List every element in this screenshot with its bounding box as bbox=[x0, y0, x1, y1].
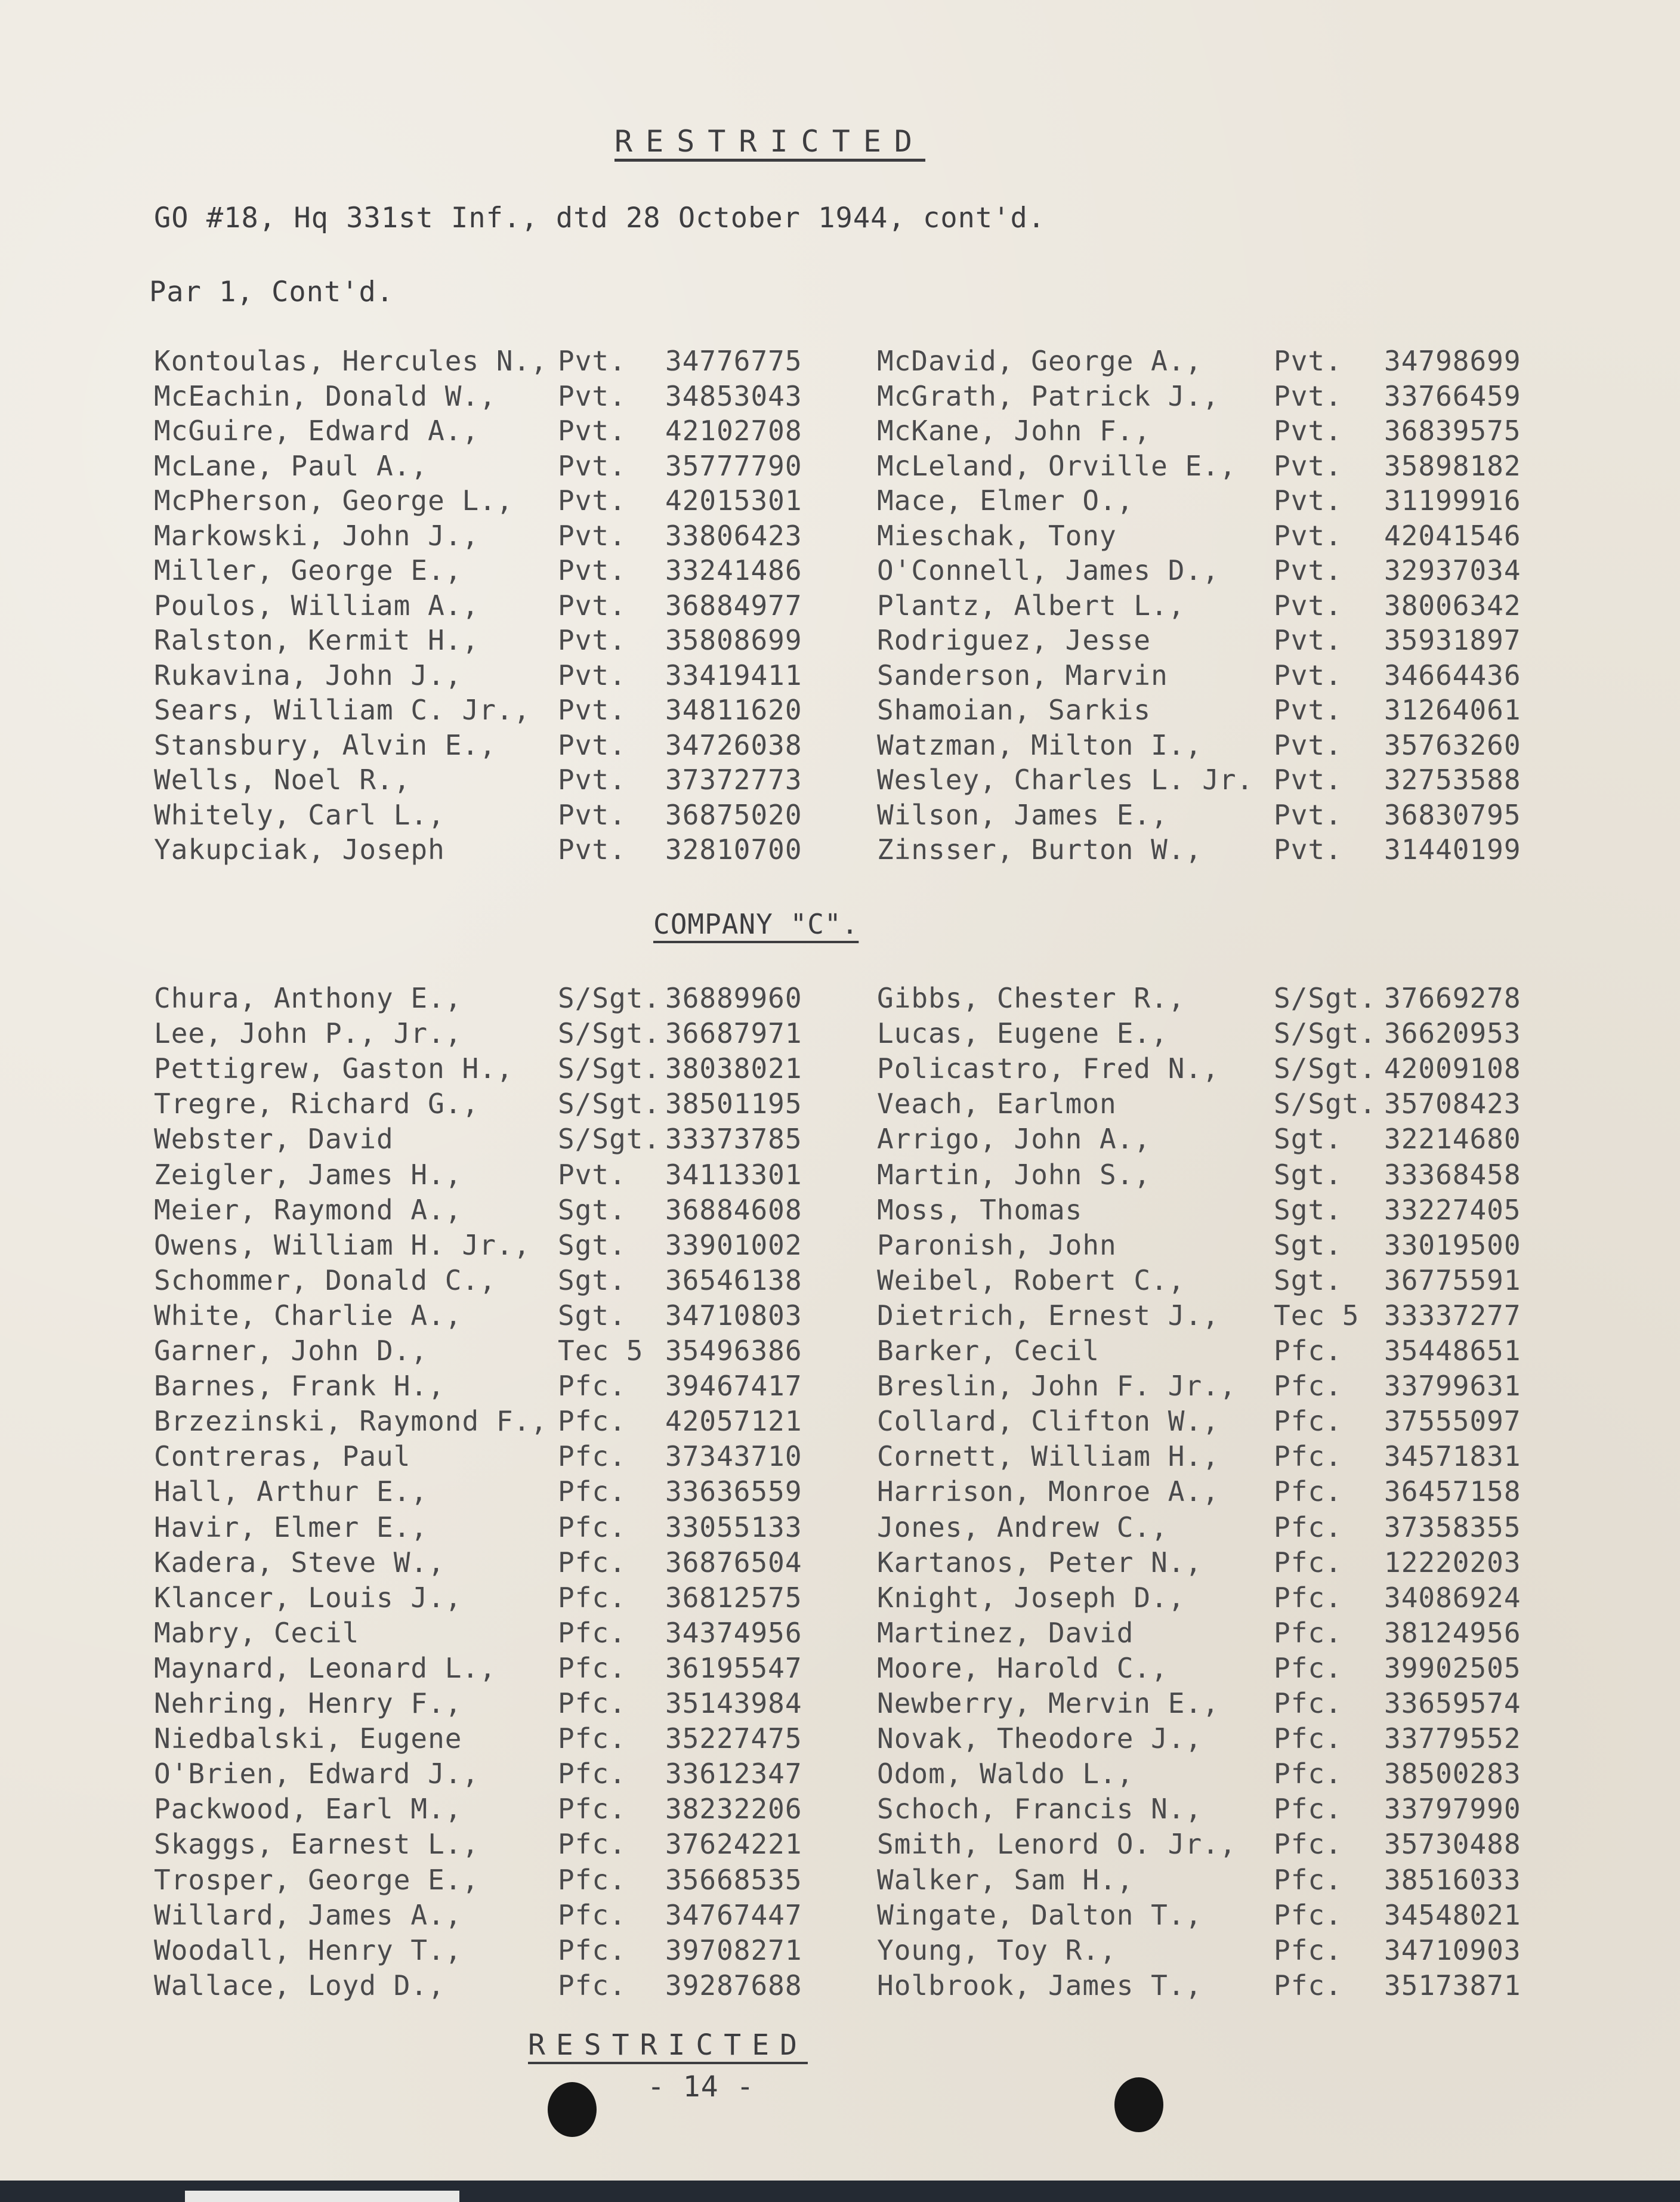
roster-rank-right: Pfc. bbox=[1274, 1793, 1342, 1826]
roster-number-left: 35808699 bbox=[665, 624, 802, 656]
roster-number-right: 35898182 bbox=[1384, 449, 1521, 482]
roster-number-right: 33227405 bbox=[1384, 1193, 1521, 1226]
roster-name-left: Barnes, Frank H., bbox=[154, 1370, 445, 1403]
roster-name-right: O'Connell, James D., bbox=[877, 554, 1219, 586]
roster-name-left: Markowski, John J., bbox=[154, 519, 480, 552]
roster-number-left: 33055133 bbox=[665, 1511, 802, 1543]
roster-rank-right: Pvt. bbox=[1274, 484, 1342, 517]
roster-number-left: 32810700 bbox=[665, 833, 802, 866]
roster-name-left: Ralston, Kermit H., bbox=[154, 624, 480, 656]
roster-number-right: 35931897 bbox=[1384, 624, 1521, 656]
roster-rank-left: Pfc. bbox=[558, 1546, 626, 1579]
roster-name-right: Martin, John S., bbox=[877, 1158, 1151, 1191]
roster-number-left: 34710803 bbox=[665, 1299, 802, 1332]
roster-name-left: Stansbury, Alvin E., bbox=[154, 728, 496, 761]
roster-rank-left: S/Sgt. bbox=[558, 1052, 661, 1085]
roster-name-right: Rodriguez, Jesse bbox=[877, 624, 1151, 656]
roster-rank-right: Pvt. bbox=[1274, 798, 1342, 831]
paragraph-label: Par 1, Cont'd. bbox=[149, 276, 394, 308]
roster-number-right: 32214680 bbox=[1384, 1123, 1521, 1156]
roster-rank-right: Pvt. bbox=[1274, 554, 1342, 586]
binder-hole-left bbox=[548, 2082, 597, 2137]
roster-number-right: 32753588 bbox=[1384, 764, 1521, 796]
roster-name-right: Harrison, Monroe A., bbox=[877, 1475, 1219, 1508]
roster-rank-right: Tec 5 bbox=[1274, 1299, 1360, 1332]
roster-number-right: 33368458 bbox=[1384, 1158, 1521, 1191]
roster-rank-left: Pfc. bbox=[558, 1793, 626, 1826]
roster-name-right: Barker, Cecil bbox=[877, 1335, 1100, 1367]
roster-name-right: Cornett, William H., bbox=[877, 1440, 1219, 1473]
roster-number-left: 34853043 bbox=[665, 379, 802, 412]
roster-rank-left: Pvt. bbox=[558, 764, 626, 796]
roster-rank-right: Pfc. bbox=[1274, 1898, 1342, 1931]
roster-name-left: Webster, David bbox=[154, 1123, 394, 1156]
roster-name-left: Meier, Raymond A., bbox=[154, 1193, 462, 1226]
roster-number-left: 34776775 bbox=[665, 345, 802, 377]
roster-name-left: Owens, William H. Jr., bbox=[154, 1228, 531, 1261]
roster-rank-left: Pvt. bbox=[558, 519, 626, 552]
roster-rank-left: Sgt. bbox=[558, 1264, 626, 1296]
roster-number-right: 33659574 bbox=[1384, 1687, 1521, 1719]
roster-rank-right: Pvt. bbox=[1274, 694, 1342, 726]
roster-rank-right: S/Sgt. bbox=[1274, 1052, 1377, 1085]
roster-rank-right: Pvt. bbox=[1274, 833, 1342, 866]
roster-name-right: Wingate, Dalton T., bbox=[877, 1898, 1203, 1931]
roster-number-right: 37669278 bbox=[1384, 982, 1521, 1014]
roster-number-right: 42009108 bbox=[1384, 1052, 1521, 1085]
roster-rank-left: Pvt. bbox=[558, 554, 626, 586]
roster-name-right: Novak, Theodore J., bbox=[877, 1722, 1203, 1755]
roster-name-right: Paronish, John bbox=[877, 1228, 1117, 1261]
roster-rank-left: Pvt. bbox=[558, 728, 626, 761]
roster-number-right: 33799631 bbox=[1384, 1370, 1521, 1403]
roster-rank-left: Sgt. bbox=[558, 1228, 626, 1261]
roster-name-left: Woodall, Henry T., bbox=[154, 1934, 462, 1966]
roster-rank-right: S/Sgt. bbox=[1274, 982, 1377, 1014]
roster-name-left: Sears, William C. Jr., bbox=[154, 694, 531, 726]
roster-rank-right: Sgt. bbox=[1274, 1123, 1342, 1156]
roster-number-left: 37624221 bbox=[665, 1828, 802, 1861]
roster-number-right: 35173871 bbox=[1384, 1969, 1521, 2002]
roster-name-left: Willard, James A., bbox=[154, 1898, 462, 1931]
roster-number-right: 37358355 bbox=[1384, 1511, 1521, 1543]
roster-number-right: 37555097 bbox=[1384, 1405, 1521, 1438]
roster-name-right: Arrigo, John A., bbox=[877, 1123, 1151, 1156]
roster-name-left: Yakupciak, Joseph bbox=[154, 833, 445, 866]
roster-name-right: Jones, Andrew C., bbox=[877, 1511, 1168, 1543]
roster-name-right: Wilson, James E., bbox=[877, 798, 1168, 831]
roster-number-left: 33373785 bbox=[665, 1123, 802, 1156]
roster-rank-left: Pvt. bbox=[558, 449, 626, 482]
roster-number-right: 36457158 bbox=[1384, 1475, 1521, 1508]
roster-rank-right: S/Sgt. bbox=[1274, 1017, 1377, 1050]
roster-number-left: 37372773 bbox=[665, 764, 802, 796]
roster-number-left: 35143984 bbox=[665, 1687, 802, 1719]
roster-number-left: 36546138 bbox=[665, 1264, 802, 1296]
roster-number-left: 35777790 bbox=[665, 449, 802, 482]
roster-name-left: Chura, Anthony E., bbox=[154, 982, 462, 1014]
roster-name-left: Contreras, Paul bbox=[154, 1440, 411, 1473]
roster-name-right: Policastro, Fred N., bbox=[877, 1052, 1219, 1085]
roster-name-right: Wesley, Charles L. Jr. bbox=[877, 764, 1254, 796]
roster-rank-left: Pfc. bbox=[558, 1440, 626, 1473]
roster-rank-right: Pvt. bbox=[1274, 624, 1342, 656]
roster-number-left: 35227475 bbox=[665, 1722, 802, 1755]
roster-name-left: Niedbalski, Eugene bbox=[154, 1722, 462, 1755]
roster-name-right: Watzman, Milton I., bbox=[877, 728, 1203, 761]
roster-rank-left: Pfc. bbox=[558, 1511, 626, 1543]
roster-number-right: 35730488 bbox=[1384, 1828, 1521, 1861]
roster-name-left: Nehring, Henry F., bbox=[154, 1687, 462, 1719]
roster-name-left: Hall, Arthur E., bbox=[154, 1475, 428, 1508]
roster-name-right: Dietrich, Ernest J., bbox=[877, 1299, 1219, 1332]
roster-number-right: 38006342 bbox=[1384, 589, 1521, 622]
roster-number-left: 39708271 bbox=[665, 1934, 802, 1966]
roster-rank-left: Pfc. bbox=[558, 1581, 626, 1614]
roster-name-right: Veach, Earlmon bbox=[877, 1088, 1117, 1120]
roster-name-left: Havir, Elmer E., bbox=[154, 1511, 428, 1543]
roster-rank-left: Tec 5 bbox=[558, 1335, 644, 1367]
roster-rank-left: Pvt. bbox=[558, 1158, 626, 1191]
roster-rank-right: Pvt. bbox=[1274, 589, 1342, 622]
roster-number-right: 33766459 bbox=[1384, 379, 1521, 412]
roster-number-left: 33901002 bbox=[665, 1228, 802, 1261]
roster-rank-left: Pvt. bbox=[558, 415, 626, 447]
roster-number-right: 34710903 bbox=[1384, 1934, 1521, 1966]
roster-number-left: 39467417 bbox=[665, 1370, 802, 1403]
roster-name-left: Whitely, Carl L., bbox=[154, 798, 445, 831]
roster-number-right: 31264061 bbox=[1384, 694, 1521, 726]
roster-name-right: McLeland, Orville E., bbox=[877, 449, 1237, 482]
roster-rank-left: Pvt. bbox=[558, 345, 626, 377]
roster-rank-right: Pvt. bbox=[1274, 728, 1342, 761]
roster-number-left: 33806423 bbox=[665, 519, 802, 552]
roster-rank-right: Pfc. bbox=[1274, 1863, 1342, 1896]
roster-number-right: 34548021 bbox=[1384, 1898, 1521, 1931]
roster-number-left: 38232206 bbox=[665, 1793, 802, 1826]
roster-number-left: 38501195 bbox=[665, 1088, 802, 1120]
roster-number-right: 33337277 bbox=[1384, 1299, 1521, 1332]
roster-name-left: Lee, John P., Jr., bbox=[154, 1017, 462, 1050]
roster-rank-right: Pfc. bbox=[1274, 1475, 1342, 1508]
roster-rank-left: Pvt. bbox=[558, 798, 626, 831]
roster-name-right: Kartanos, Peter N., bbox=[877, 1546, 1203, 1579]
roster-name-right: Moore, Harold C., bbox=[877, 1651, 1168, 1684]
roster-number-right: 34571831 bbox=[1384, 1440, 1521, 1473]
roster-rank-right: S/Sgt. bbox=[1274, 1088, 1377, 1120]
roster-name-right: Odom, Waldo L., bbox=[877, 1758, 1134, 1790]
roster-rank-right: Pfc. bbox=[1274, 1651, 1342, 1684]
roster-name-left: Kontoulas, Hercules N., bbox=[154, 345, 548, 377]
roster-number-right: 36775591 bbox=[1384, 1264, 1521, 1296]
roster-name-right: Weibel, Robert C., bbox=[877, 1264, 1185, 1296]
roster-name-left: Zeigler, James H., bbox=[154, 1158, 462, 1191]
roster-name-right: Lucas, Eugene E., bbox=[877, 1017, 1168, 1050]
roster-rank-right: Pvt. bbox=[1274, 519, 1342, 552]
roster-rank-left: Pfc. bbox=[558, 1405, 626, 1438]
roster-rank-left: Pvt. bbox=[558, 833, 626, 866]
roster-number-left: 33419411 bbox=[665, 659, 802, 691]
roster-number-left: 34374956 bbox=[665, 1616, 802, 1649]
roster-name-left: McGuire, Edward A., bbox=[154, 415, 480, 447]
roster-number-left: 33636559 bbox=[665, 1475, 802, 1508]
roster-name-right: Schoch, Francis N., bbox=[877, 1793, 1203, 1826]
roster-number-right: 33797990 bbox=[1384, 1793, 1521, 1826]
roster-number-left: 39287688 bbox=[665, 1969, 802, 2002]
roster-rank-right: Pvt. bbox=[1274, 379, 1342, 412]
roster-number-left: 33241486 bbox=[665, 554, 802, 586]
roster-rank-left: Pfc. bbox=[558, 1758, 626, 1790]
roster-name-left: McLane, Paul A., bbox=[154, 449, 428, 482]
roster-rank-left: Pfc. bbox=[558, 1687, 626, 1719]
roster-rank-left: Pfc. bbox=[558, 1828, 626, 1861]
roster-rank-left: Pvt. bbox=[558, 694, 626, 726]
order-line: GO #18, Hq 331st Inf., dtd 28 October 1944, cont'd. bbox=[154, 202, 1046, 234]
roster-rank-left: Pfc. bbox=[558, 1969, 626, 2002]
roster-name-right: Plantz, Albert L., bbox=[877, 589, 1185, 622]
roster-name-right: Walker, Sam H., bbox=[877, 1863, 1134, 1896]
roster-name-left: Mabry, Cecil bbox=[154, 1616, 360, 1649]
roster-rank-right: Sgt. bbox=[1274, 1228, 1342, 1261]
roster-rank-right: Pvt. bbox=[1274, 659, 1342, 691]
roster-name-right: Shamoian, Sarkis bbox=[877, 694, 1151, 726]
roster-rank-right: Pvt. bbox=[1274, 449, 1342, 482]
roster-number-left: 36195547 bbox=[665, 1651, 802, 1684]
roster-name-left: Wells, Noel R., bbox=[154, 764, 411, 796]
roster-name-right: Sanderson, Marvin bbox=[877, 659, 1168, 691]
roster-name-left: Garner, John D., bbox=[154, 1335, 428, 1367]
classification-bottom: RESTRICTED bbox=[528, 2028, 808, 2062]
roster-name-left: Kadera, Steve W., bbox=[154, 1546, 445, 1579]
roster-rank-left: Pvt. bbox=[558, 659, 626, 691]
roster-name-right: Moss, Thomas bbox=[877, 1193, 1083, 1226]
roster-name-right: Breslin, John F. Jr., bbox=[877, 1370, 1237, 1403]
roster-name-left: Packwood, Earl M., bbox=[154, 1793, 462, 1826]
roster-rank-right: Sgt. bbox=[1274, 1264, 1342, 1296]
roster-name-left: Brzezinski, Raymond F., bbox=[154, 1405, 548, 1438]
roster-name-left: Skaggs, Earnest L., bbox=[154, 1828, 480, 1861]
roster-name-left: Klancer, Louis J., bbox=[154, 1581, 462, 1614]
roster-name-right: Young, Toy R., bbox=[877, 1934, 1117, 1966]
roster-name-left: Wallace, Loyd D., bbox=[154, 1969, 445, 2002]
roster-rank-right: Pfc. bbox=[1274, 1934, 1342, 1966]
roster-number-left: 35668535 bbox=[665, 1863, 802, 1896]
roster-rank-left: Pfc. bbox=[558, 1934, 626, 1966]
roster-rank-left: Pvt. bbox=[558, 589, 626, 622]
roster-number-left: 35496386 bbox=[665, 1335, 802, 1367]
roster-name-left: Poulos, William A., bbox=[154, 589, 480, 622]
roster-number-right: 34798699 bbox=[1384, 345, 1521, 377]
roster-number-right: 36620953 bbox=[1384, 1017, 1521, 1050]
roster-number-right: 38516033 bbox=[1384, 1863, 1521, 1896]
roster-number-left: 36884608 bbox=[665, 1193, 802, 1226]
roster-rank-left: Pfc. bbox=[558, 1863, 626, 1896]
roster-name-right: Mieschak, Tony bbox=[877, 519, 1117, 552]
roster-rank-right: Sgt. bbox=[1274, 1193, 1342, 1226]
roster-rank-right: Pfc. bbox=[1274, 1440, 1342, 1473]
roster-number-left: 34811620 bbox=[665, 694, 802, 726]
roster-number-left: 42057121 bbox=[665, 1405, 802, 1438]
roster-rank-left: S/Sgt. bbox=[558, 1123, 661, 1156]
roster-number-right: 31440199 bbox=[1384, 833, 1521, 866]
bottom-label-strip bbox=[185, 2191, 459, 2202]
roster-number-right: 34086924 bbox=[1384, 1581, 1521, 1614]
roster-number-left: 36876504 bbox=[665, 1546, 802, 1579]
roster-number-left: 36875020 bbox=[665, 798, 802, 831]
roster-rank-left: S/Sgt. bbox=[558, 1017, 661, 1050]
roster-name-left: Schommer, Donald C., bbox=[154, 1264, 496, 1296]
roster-rank-right: Pfc. bbox=[1274, 1687, 1342, 1719]
roster-name-right: McGrath, Patrick J., bbox=[877, 379, 1219, 412]
roster-name-left: Rukavina, John J., bbox=[154, 659, 462, 691]
roster-number-right: 35763260 bbox=[1384, 728, 1521, 761]
roster-name-left: Pettigrew, Gaston H., bbox=[154, 1052, 514, 1085]
roster-rank-right: Pfc. bbox=[1274, 1758, 1342, 1790]
roster-name-right: Newberry, Mervin E., bbox=[877, 1687, 1219, 1719]
roster-number-left: 37343710 bbox=[665, 1440, 802, 1473]
binder-hole-right bbox=[1114, 2077, 1163, 2132]
roster-rank-right: Sgt. bbox=[1274, 1158, 1342, 1191]
roster-name-right: McKane, John F., bbox=[877, 415, 1151, 447]
classification-top: RESTRICTED bbox=[614, 124, 926, 159]
roster-rank-left: Sgt. bbox=[558, 1299, 626, 1332]
page-number: - 14 - bbox=[647, 2070, 755, 2104]
roster-name-right: Gibbs, Chester R., bbox=[877, 982, 1185, 1014]
roster-rank-right: Pfc. bbox=[1274, 1546, 1342, 1579]
roster-number-left: 38038021 bbox=[665, 1052, 802, 1085]
roster-rank-right: Pfc. bbox=[1274, 1581, 1342, 1614]
roster-rank-right: Pfc. bbox=[1274, 1405, 1342, 1438]
roster-rank-right: Pfc. bbox=[1274, 1722, 1342, 1755]
roster-name-left: White, Charlie A., bbox=[154, 1299, 462, 1332]
roster-name-left: Trosper, George E., bbox=[154, 1863, 480, 1896]
roster-number-right: 34664436 bbox=[1384, 659, 1521, 691]
roster-name-right: Holbrook, James T., bbox=[877, 1969, 1203, 2002]
roster-number-left: 34726038 bbox=[665, 728, 802, 761]
roster-rank-left: Pvt. bbox=[558, 484, 626, 517]
roster-rank-right: Pfc. bbox=[1274, 1616, 1342, 1649]
roster-number-left: 34113301 bbox=[665, 1158, 802, 1191]
roster-number-left: 36812575 bbox=[665, 1581, 802, 1614]
roster-rank-left: S/Sgt. bbox=[558, 982, 661, 1014]
company-c-heading: COMPANY "C". bbox=[653, 908, 859, 940]
roster-name-right: Knight, Joseph D., bbox=[877, 1581, 1185, 1614]
roster-rank-left: Pvt. bbox=[558, 379, 626, 412]
roster-rank-left: Pvt. bbox=[558, 624, 626, 656]
roster-rank-right: Pvt. bbox=[1274, 764, 1342, 796]
roster-rank-left: Pfc. bbox=[558, 1722, 626, 1755]
roster-rank-left: Pfc. bbox=[558, 1370, 626, 1403]
roster-rank-right: Pfc. bbox=[1274, 1370, 1342, 1403]
roster-number-right: 42041546 bbox=[1384, 519, 1521, 552]
roster-name-right: Martinez, David bbox=[877, 1616, 1134, 1649]
roster-rank-left: Pfc. bbox=[558, 1475, 626, 1508]
roster-rank-left: S/Sgt. bbox=[558, 1088, 661, 1120]
roster-name-left: McPherson, George L., bbox=[154, 484, 514, 517]
roster-name-left: Maynard, Leonard L., bbox=[154, 1651, 496, 1684]
roster-number-right: 36839575 bbox=[1384, 415, 1521, 447]
roster-number-left: 42015301 bbox=[665, 484, 802, 517]
roster-number-right: 36830795 bbox=[1384, 798, 1521, 831]
roster-number-right: 12220203 bbox=[1384, 1546, 1521, 1579]
roster-name-left: Tregre, Richard G., bbox=[154, 1088, 480, 1120]
roster-number-left: 33612347 bbox=[665, 1758, 802, 1790]
roster-number-left: 36884977 bbox=[665, 589, 802, 622]
roster-rank-right: Pfc. bbox=[1274, 1511, 1342, 1543]
roster-rank-right: Pfc. bbox=[1274, 1335, 1342, 1367]
roster-rank-left: Sgt. bbox=[558, 1193, 626, 1226]
roster-rank-left: Pfc. bbox=[558, 1898, 626, 1931]
roster-rank-right: Pvt. bbox=[1274, 415, 1342, 447]
roster-number-right: 38500283 bbox=[1384, 1758, 1521, 1790]
roster-number-right: 39902505 bbox=[1384, 1651, 1521, 1684]
roster-number-left: 36889960 bbox=[665, 982, 802, 1014]
roster-number-right: 35708423 bbox=[1384, 1088, 1521, 1120]
roster-name-right: Zinsser, Burton W., bbox=[877, 833, 1203, 866]
roster-number-right: 33779552 bbox=[1384, 1722, 1521, 1755]
roster-rank-left: Pfc. bbox=[558, 1651, 626, 1684]
roster-number-right: 31199916 bbox=[1384, 484, 1521, 517]
roster-number-left: 36687971 bbox=[665, 1017, 802, 1050]
roster-name-left: Miller, George E., bbox=[154, 554, 462, 586]
roster-name-right: Mace, Elmer O., bbox=[877, 484, 1134, 517]
roster-number-left: 34767447 bbox=[665, 1898, 802, 1931]
roster-rank-left: Pfc. bbox=[558, 1616, 626, 1649]
roster-number-right: 35448651 bbox=[1384, 1335, 1521, 1367]
roster-name-right: McDavid, George A., bbox=[877, 345, 1203, 377]
roster-rank-right: Pvt. bbox=[1274, 345, 1342, 377]
roster-rank-right: Pfc. bbox=[1274, 1969, 1342, 2002]
roster-number-right: 32937034 bbox=[1384, 554, 1521, 586]
roster-number-right: 38124956 bbox=[1384, 1616, 1521, 1649]
roster-number-left: 42102708 bbox=[665, 415, 802, 447]
roster-number-right: 33019500 bbox=[1384, 1228, 1521, 1261]
roster-name-right: Smith, Lenord O. Jr., bbox=[877, 1828, 1237, 1861]
roster-name-left: McEachin, Donald W., bbox=[154, 379, 496, 412]
roster-name-left: O'Brien, Edward J., bbox=[154, 1758, 480, 1790]
roster-name-right: Collard, Clifton W., bbox=[877, 1405, 1219, 1438]
roster-rank-right: Pfc. bbox=[1274, 1828, 1342, 1861]
